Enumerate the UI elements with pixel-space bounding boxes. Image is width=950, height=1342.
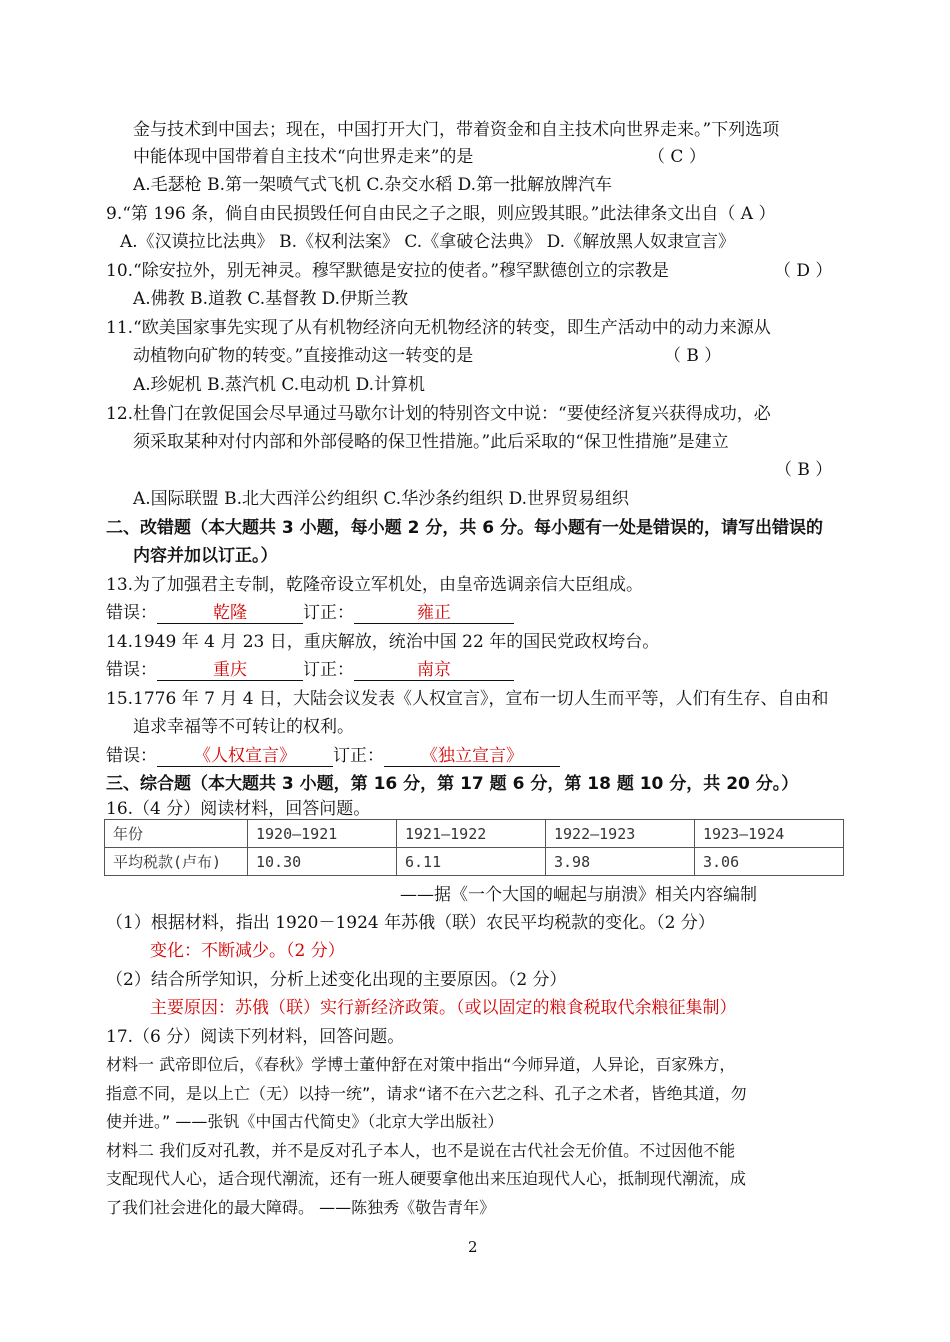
q16-answer1: 变化：不断减少。（2 分） [150, 941, 345, 961]
q10-stem: 10.“除安拉外，别无神灵。穆罕默德是安拉的使者。”穆罕默德创立的宗教是 [106, 261, 669, 281]
q11-answer: （ B ） [664, 346, 722, 366]
q14-error-blank: 重庆 [157, 660, 303, 681]
q17-stem: 17.（6 分）阅读下列材料，回答问题。 [106, 1027, 405, 1047]
error-label: 错误： [106, 603, 157, 623]
q8-options: A.毛瑟枪 B.第一架喷气式飞机 C.杂交水稻 D.第一批解放牌汽车 [133, 175, 613, 195]
error-label: 错误： [106, 746, 157, 766]
table-cell: 1922—1923 [546, 820, 695, 848]
q15-line2: 追求幸福等不可转让的权利。 [133, 717, 354, 737]
page-number: 2 [468, 1238, 478, 1256]
q17-material1-line1: 材料一 武帝即位后，《春秋》学博士董仲舒在对策中指出“今师异道，人异论，百家殊方， [106, 1055, 736, 1074]
q13-stem: 13.为了加强君主专制，乾隆帝设立军机处，由皇帝选调亲信大臣组成。 [106, 575, 644, 595]
q15-correct-blank: 《独立宣言》 [384, 746, 560, 767]
table-cell: 年份 [105, 820, 248, 848]
q12-options: A.国际联盟 B.北大西洋公约组织 C.华沙条约组织 D.世界贸易组织 [133, 489, 630, 509]
q15-error-blank: 《人权宣言》 [157, 746, 333, 767]
tax-table-row-tax [105, 848, 844, 876]
q11-line2: 动植物向矿物的转变。”直接推动这一转变的是 [133, 346, 474, 366]
q17-material2-line1: 材料二 我们反对孔教，并不是反对孔子本人，也不是说在古代社会无价值。不过因他不能 [106, 1141, 736, 1160]
q16-source: ——据《一个大国的崛起与崩溃》相关内容编制 [400, 885, 757, 905]
error-label: 错误： [106, 660, 157, 680]
q8-line2: 中能体现中国带着自主技术“向世界走来”的是 [133, 147, 474, 167]
correct-label: 订正： [333, 746, 384, 766]
tax-table-row-year [105, 820, 844, 848]
q13-error-blank: 乾隆 [157, 603, 303, 624]
tax-table [104, 819, 844, 876]
section2-title-line2: 内容并加以订正。） [133, 546, 278, 566]
q11-line1: 11.“欧美国家事先实现了从有机物经济向无机物经济的转变，即生产活动中的动力来源从 [106, 318, 771, 338]
q8-answer: （ C ） [648, 147, 706, 167]
correct-label: 订正： [303, 603, 354, 623]
q14-answer-row [106, 659, 514, 681]
table-cell: 1921—1922 [397, 820, 546, 848]
q16-stem: 16.（4 分）阅读材料，回答问题。 [106, 799, 371, 819]
q14-correct-blank: 南京 [354, 660, 514, 681]
q17-material1-line2: 指意不同，是以上亡（无）以持一统”，请求“诸不在六艺之科、孔子之术者，皆绝其道，勿 [106, 1084, 747, 1103]
correct-label: 订正： [303, 660, 354, 680]
q13-answer-row [106, 602, 514, 624]
q12-answer: （ B ） [775, 460, 833, 480]
q10-answer: （ D ） [774, 261, 833, 281]
q17-material2-line3: 了我们社会进化的最大障碍。 ——陈独秀《敬告青年》 [106, 1198, 496, 1217]
section2-title-line1: 二、改错题（本大题共 3 小题，每小题 2 分，共 6 分。每小题有一处是错误的，请写出错误的 [106, 518, 823, 538]
q14-stem: 14.1949 年 4 月 23 日，重庆解放，统治中国 22 年的国民党政权垮台。 [106, 632, 660, 652]
q16-sub1: （1）根据材料，指出 1920－1924 年苏俄（联）农民平均税款的变化。（2 分） [106, 913, 715, 933]
q15-answer-row [106, 745, 560, 767]
q11-options: A.珍妮机 B.蒸汽机 C.电动机 D.计算机 [133, 375, 426, 395]
q16-sub2: （2）结合所学知识，分析上述变化出现的主要原因。（2 分） [106, 970, 567, 990]
table-cell: 6.11 [397, 848, 546, 876]
table-cell: 1923—1924 [695, 820, 844, 848]
table-cell: 1920—1921 [248, 820, 397, 848]
q9-options: A.《汉谟拉比法典》 B.《权利法案》 C.《拿破仑法典》 D.《解放黑人奴隶宣言》 [120, 232, 736, 252]
table-cell: 3.06 [695, 848, 844, 876]
q12-line2: 须采取某种对付内部和外部侵略的保卫性措施。”此后采取的“保卫性措施”是建立 [133, 432, 729, 452]
q12-line1: 12.杜鲁门在敦促国会尽早通过马歇尔计划的特别咨文中说：“要使经济复兴获得成功，必 [106, 404, 771, 424]
table-cell: 平均税款(卢布) [105, 848, 248, 876]
q17-material1-line3: 使并进。” ——张钒《中国古代简史》（北京大学出版社） [106, 1112, 504, 1131]
q10-options: A.佛教 B.道教 C.基督教 D.伊斯兰教 [133, 289, 409, 309]
table-cell: 3.98 [546, 848, 695, 876]
q16-answer2: 主要原因：苏俄（联）实行新经济政策。（或以固定的粮食税取代余粮征集制） [150, 998, 737, 1018]
section3-title: 三、综合题（本大题共 3 小题，第 16 分，第 17 题 6 分，第 18 题 10 分，共 20 分。） [106, 774, 799, 794]
q15-line1: 15.1776 年 7 月 4 日，大陆会议发表《人权宣言》，宣布一切人生而平等，人们有生存、自由和 [106, 689, 829, 709]
table-cell: 10.30 [248, 848, 397, 876]
q13-correct-blank: 雍正 [354, 603, 514, 624]
q8-line1: 金与技术到中国去；现在，中国打开大门，带着资金和自主技术向世界走来。”下列选项 [133, 120, 780, 140]
q17-material2-line2: 支配现代人心，适合现代潮流，还有一班人硬要拿他出来压迫现代人心，抵制现代潮流，成 [106, 1169, 747, 1188]
q9-stem: 9.“第 196 条，倘自由民损毁任何自由民之子之眼，则应毁其眼。”此法律条文出自（ A ） [106, 204, 776, 224]
